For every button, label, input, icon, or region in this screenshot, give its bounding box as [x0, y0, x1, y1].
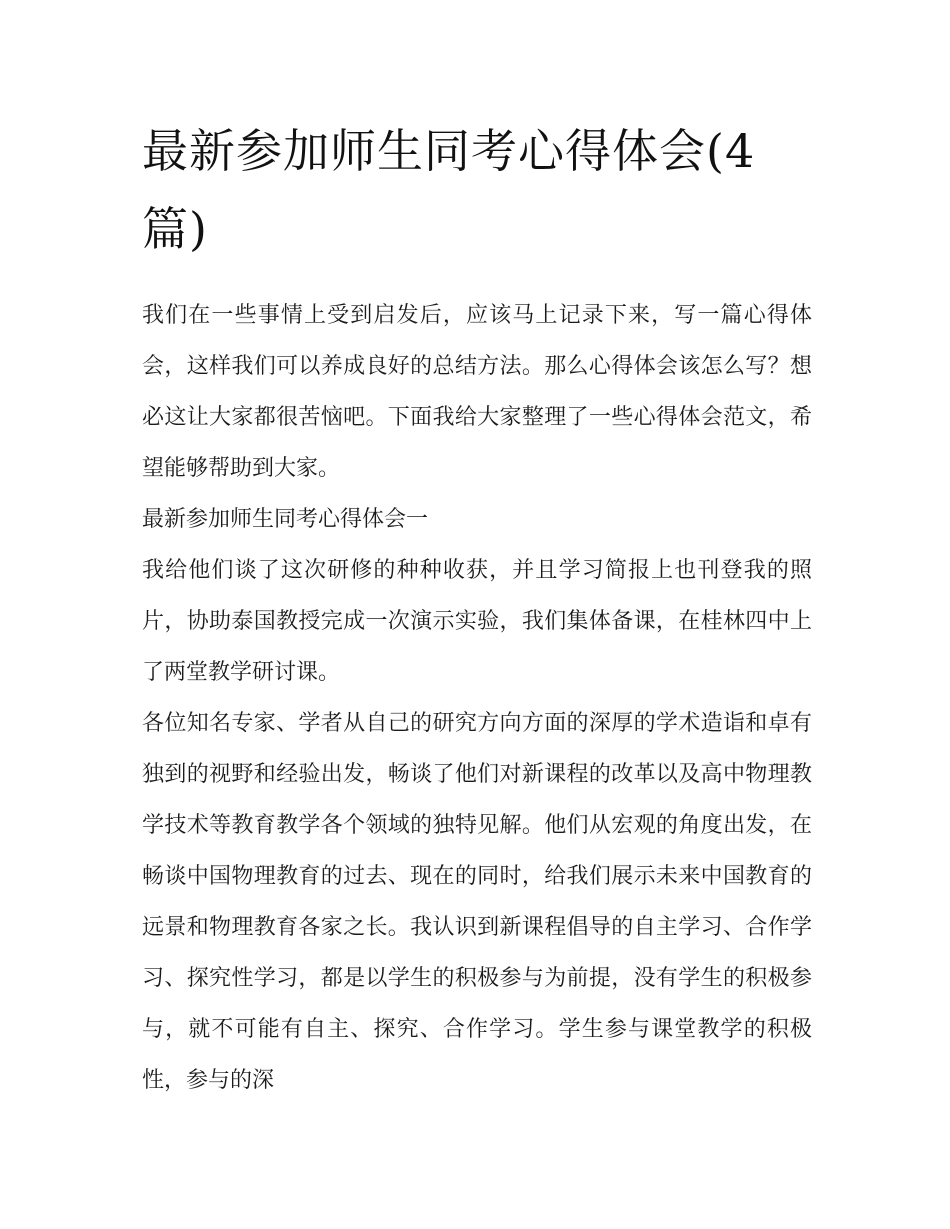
document-page [142, 112, 812, 1106]
body-paragraph: 我给他们谈了这次研修的种种收获，并且学习简报上也刊登我的照片，协助泰国教授完成一次演示实验，我们集体备课，在桂林四中上了两堂教学研讨课。 [142, 558, 812, 685]
section-heading: 最新参加师生同考心得体会一 [142, 507, 429, 532]
body-paragraph: 各位知名专家、学者从自己的研究方向方面的深厚的学术造诣和卓有独到的视野和经验出发，畅谈了他们对新课程的改革以及高中物理教学技术等教育教学各个领域的独特见解。他们从宏观的角度出发，在畅谈中国物理教育的过去、现在的同时，给我们展示未来中国教育的远景和物理教育各家之长。我认识到新课程倡导的自主学习、合作学习、探究性学习，都是以学生的积极参与为前提，没有学生的积极参与，就不可能有自主、探究、合作学习。学生参与课堂教学的积极性，参与的深 [142, 711, 812, 1093]
document-title: 最新参加师生同考心得体会(4篇) [142, 124, 756, 256]
intro-paragraph: 我们在一些事情上受到启发后，应该马上记录下来，写一篇心得体会，这样我们可以养成良好的总结方法。那么心得体会该怎么写？想必这让大家都很苦恼吧。下面我给大家整理了一些心得体会范文，希望能够帮助到大家。 [142, 303, 812, 481]
